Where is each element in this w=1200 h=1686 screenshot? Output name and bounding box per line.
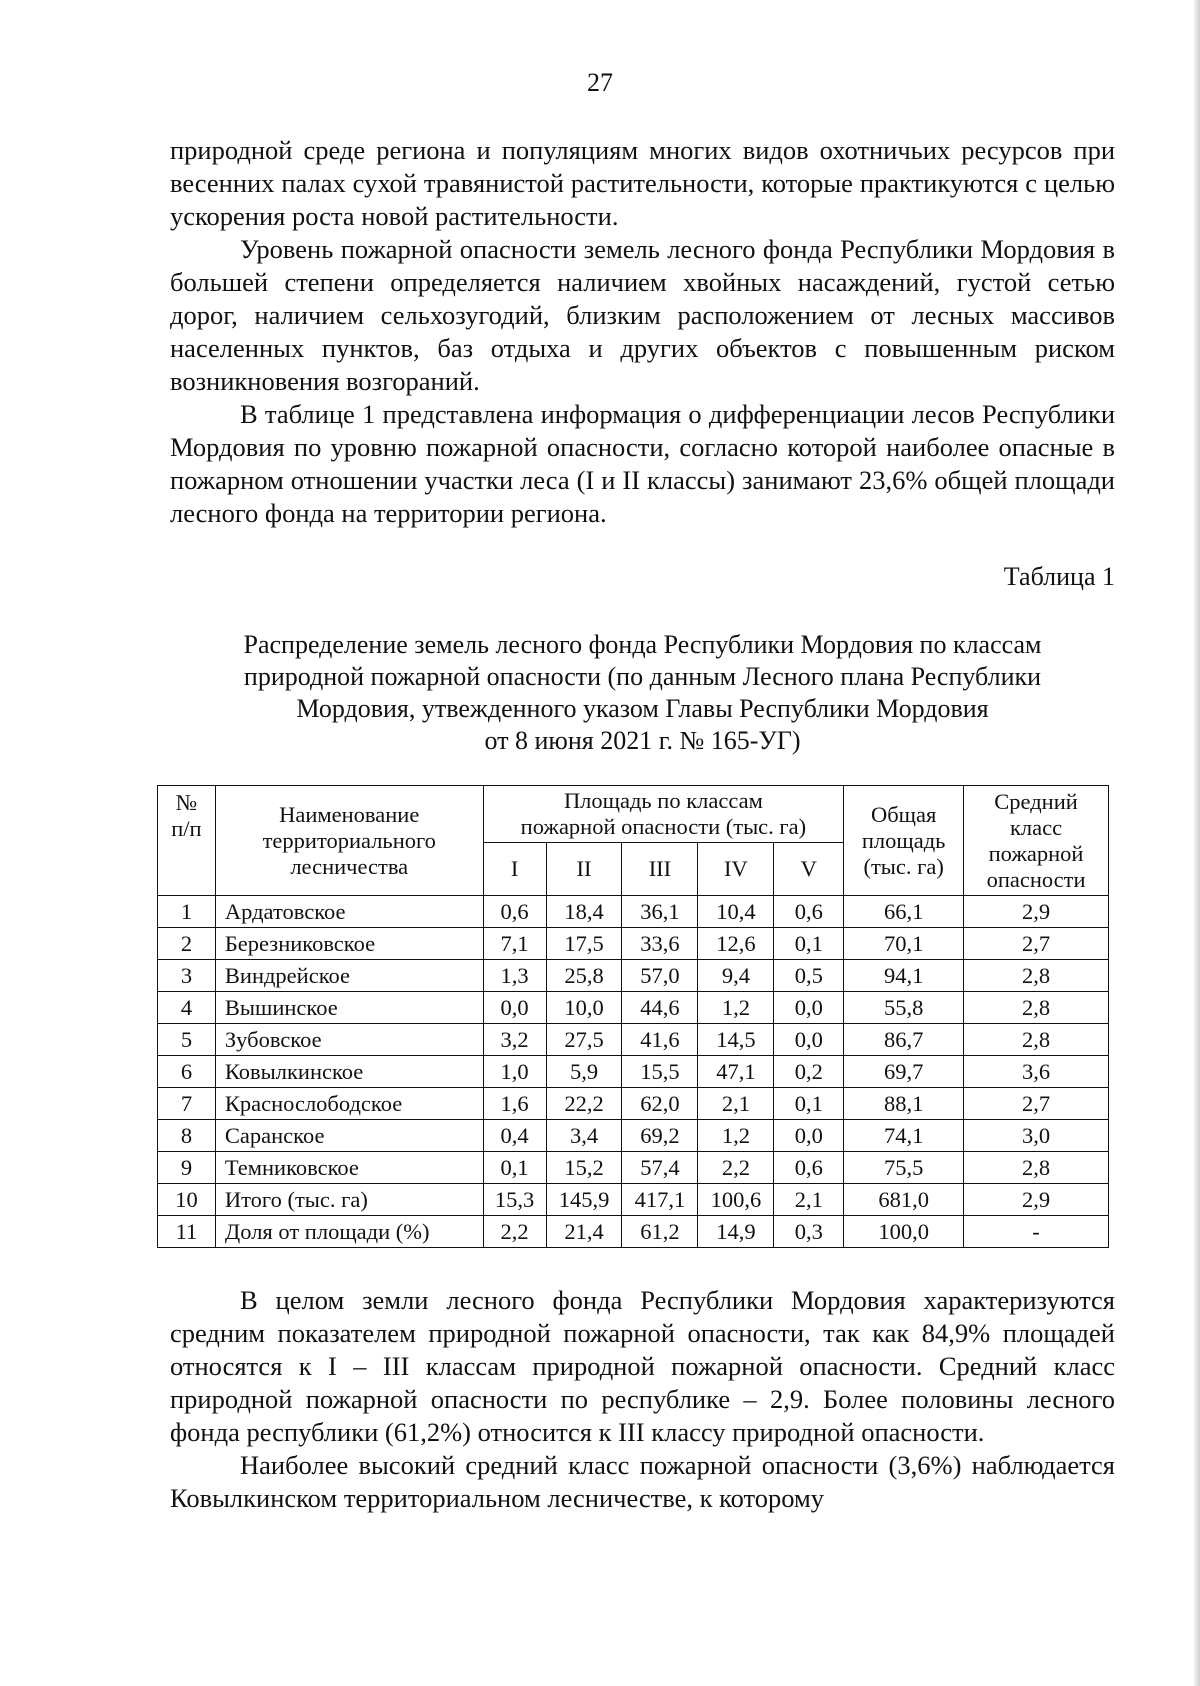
forestry-name-cell: Ардатовское bbox=[215, 896, 483, 928]
total-area-cell: 88,1 bbox=[844, 1088, 964, 1120]
header-total-area: Общая площадь (тыс. га) bbox=[844, 786, 964, 896]
class-2-area-cell: 10,0 bbox=[546, 992, 622, 1024]
class-1-area-cell: 7,1 bbox=[483, 928, 546, 960]
total-area-cell: 74,1 bbox=[844, 1120, 964, 1152]
table-row bbox=[158, 1088, 1109, 1120]
total-area-cell: 100,0 bbox=[844, 1216, 964, 1248]
class-1-area-cell: 0,6 bbox=[483, 896, 546, 928]
class-2-area-cell: 22,2 bbox=[546, 1088, 622, 1120]
class-2-area-cell: 17,5 bbox=[546, 928, 622, 960]
total-area-cell: 66,1 bbox=[844, 896, 964, 928]
table-row bbox=[158, 1216, 1109, 1248]
class-1-area-cell: 0,0 bbox=[483, 992, 546, 1024]
forestry-name-cell: Саранское bbox=[215, 1120, 483, 1152]
table-row bbox=[158, 1152, 1109, 1184]
total-area-cell: 94,1 bbox=[844, 960, 964, 992]
header-number: № п/п bbox=[158, 786, 216, 896]
intro-paragraph-1: природной среде региона и популяциям многих видов охотничьих ресурсов при весенних палах сухой травянистой растительности, которые практикуются с целью ускорения роста новой растительности. bbox=[170, 135, 1115, 231]
class-4-area-cell: 100,6 bbox=[698, 1184, 774, 1216]
forestry-name-cell: Ковылкинское bbox=[215, 1056, 483, 1088]
class-2-area-cell: 27,5 bbox=[546, 1024, 622, 1056]
page-number: 27 bbox=[587, 68, 613, 97]
class-5-area-cell: 0,3 bbox=[774, 1216, 844, 1248]
class-3-area-cell: 41,6 bbox=[622, 1024, 698, 1056]
forestry-name-cell: Виндрейское bbox=[215, 960, 483, 992]
total-area-cell: 70,1 bbox=[844, 928, 964, 960]
outro-paragraph-2: Наиболее высокий средний класс пожарной опасности (3,6%) наблюдается Ковылкинском территориальном лесничестве, к которому bbox=[170, 1450, 1115, 1513]
average-class-cell: 3,0 bbox=[964, 1120, 1109, 1152]
table-row bbox=[158, 960, 1109, 992]
table-row bbox=[158, 1184, 1109, 1216]
table-row bbox=[158, 896, 1109, 928]
class-5-area-cell: 0,6 bbox=[774, 896, 844, 928]
class-3-area-cell: 417,1 bbox=[622, 1184, 698, 1216]
class-2-area-cell: 5,9 bbox=[546, 1056, 622, 1088]
average-class-cell: 2,8 bbox=[964, 960, 1109, 992]
row-number-cell: 5 bbox=[158, 1024, 216, 1056]
average-class-cell: 2,8 bbox=[964, 1152, 1109, 1184]
class-1-area-cell: 2,2 bbox=[483, 1216, 546, 1248]
class-2-area-cell: 15,2 bbox=[546, 1152, 622, 1184]
forestry-name-cell: Доля от площади (%) bbox=[215, 1216, 483, 1248]
class-1-area-cell: 1,3 bbox=[483, 960, 546, 992]
average-class-cell: 2,8 bbox=[964, 1024, 1109, 1056]
class-4-area-cell: 1,2 bbox=[698, 1120, 774, 1152]
average-class-cell: 2,8 bbox=[964, 992, 1109, 1024]
row-number-cell: 8 bbox=[158, 1120, 216, 1152]
header-class-2: II bbox=[546, 843, 622, 896]
intro-paragraph-2: Уровень пожарной опасности земель лесного фонда Республики Мордовия в большей степени определяется наличием хвойных насаждений, густой сетью дорог, наличием сельхозугодий, близким расположением от лесных массивов населенных пунктов, баз отдыха и других объектов с повышенным риском возникновения возгораний. bbox=[170, 234, 1115, 396]
row-number-cell: 2 bbox=[158, 928, 216, 960]
class-2-area-cell: 3,4 bbox=[546, 1120, 622, 1152]
class-3-area-cell: 44,6 bbox=[622, 992, 698, 1024]
header-class-4: IV bbox=[698, 843, 774, 896]
class-2-area-cell: 21,4 bbox=[546, 1216, 622, 1248]
row-number-cell: 6 bbox=[158, 1056, 216, 1088]
forestry-name-cell: Темниковское bbox=[215, 1152, 483, 1184]
class-4-area-cell: 47,1 bbox=[698, 1056, 774, 1088]
total-area-cell: 75,5 bbox=[844, 1152, 964, 1184]
class-5-area-cell: 0,0 bbox=[774, 1120, 844, 1152]
class-4-area-cell: 14,5 bbox=[698, 1024, 774, 1056]
class-1-area-cell: 3,2 bbox=[483, 1024, 546, 1056]
class-5-area-cell: 0,1 bbox=[774, 928, 844, 960]
table-title-line: Мордовия, утвежденного указом Главы Республики Мордовия bbox=[296, 694, 989, 723]
forestry-name-cell: Березниковское bbox=[215, 928, 483, 960]
total-area-cell: 55,8 bbox=[844, 992, 964, 1024]
header-class-3: III bbox=[622, 843, 698, 896]
row-number-cell: 7 bbox=[158, 1088, 216, 1120]
page-body bbox=[170, 134, 1115, 1515]
header-forestry-name: Наименование территориального лесничества bbox=[215, 786, 483, 896]
table-title bbox=[200, 629, 1085, 757]
average-class-cell: 3,6 bbox=[964, 1056, 1109, 1088]
table-row bbox=[158, 1056, 1109, 1088]
table-row bbox=[158, 992, 1109, 1024]
table-title-line: от 8 июня 2021 г. № 165-УГ) bbox=[484, 726, 801, 755]
total-area-cell: 69,7 bbox=[844, 1056, 964, 1088]
class-4-area-cell: 9,4 bbox=[698, 960, 774, 992]
class-3-area-cell: 57,0 bbox=[622, 960, 698, 992]
average-class-cell: 2,9 bbox=[964, 896, 1109, 928]
outro-paragraph-1: В целом земли лесного фонда Республики Мордовия характеризуются средним показателем природной пожарной опасности, так как 84,9% площадей относятся к I – III классам природной пожарной опасности. Средний класс природной пожарной опасности по республике – 2,9. Более половины лесного фонда республики (61,2%) относится к III классу природной опасности. bbox=[170, 1285, 1115, 1447]
class-5-area-cell: 0,6 bbox=[774, 1152, 844, 1184]
table-title-line: Распределение земель лесного фонда Республики Мордовия по классам bbox=[243, 630, 1042, 659]
class-3-area-cell: 62,0 bbox=[622, 1088, 698, 1120]
class-3-area-cell: 36,1 bbox=[622, 896, 698, 928]
class-3-area-cell: 15,5 bbox=[622, 1056, 698, 1088]
average-class-cell: 2,7 bbox=[964, 1088, 1109, 1120]
class-5-area-cell: 0,2 bbox=[774, 1056, 844, 1088]
forestry-name-cell: Зубовское bbox=[215, 1024, 483, 1056]
class-5-area-cell: 0,1 bbox=[774, 1088, 844, 1120]
class-4-area-cell: 2,1 bbox=[698, 1088, 774, 1120]
forest-fire-class-table bbox=[157, 785, 1109, 1248]
class-4-area-cell: 14,9 bbox=[698, 1216, 774, 1248]
class-2-area-cell: 25,8 bbox=[546, 960, 622, 992]
average-class-cell: 2,9 bbox=[964, 1184, 1109, 1216]
table-body bbox=[158, 896, 1109, 1248]
class-4-area-cell: 12,6 bbox=[698, 928, 774, 960]
class-5-area-cell: 2,1 bbox=[774, 1184, 844, 1216]
class-1-area-cell: 1,6 bbox=[483, 1088, 546, 1120]
total-area-cell: 681,0 bbox=[844, 1184, 964, 1216]
class-1-area-cell: 15,3 bbox=[483, 1184, 546, 1216]
table-row bbox=[158, 1024, 1109, 1056]
table-label: Таблица 1 bbox=[1003, 562, 1115, 591]
table-row bbox=[158, 1120, 1109, 1152]
row-number-cell: 3 bbox=[158, 960, 216, 992]
class-1-area-cell: 0,1 bbox=[483, 1152, 546, 1184]
average-class-cell: 2,7 bbox=[964, 928, 1109, 960]
class-3-area-cell: 33,6 bbox=[622, 928, 698, 960]
forestry-name-cell: Краснослободское bbox=[215, 1088, 483, 1120]
class-5-area-cell: 0,5 bbox=[774, 960, 844, 992]
class-2-area-cell: 18,4 bbox=[546, 896, 622, 928]
class-5-area-cell: 0,0 bbox=[774, 992, 844, 1024]
forestry-name-cell: Вышинское bbox=[215, 992, 483, 1024]
page-edge-shadow bbox=[1194, 0, 1200, 1686]
class-4-area-cell: 10,4 bbox=[698, 896, 774, 928]
table-row bbox=[158, 928, 1109, 960]
forestry-name-cell: Итого (тыс. га) bbox=[215, 1184, 483, 1216]
class-2-area-cell: 145,9 bbox=[546, 1184, 622, 1216]
intro-paragraph-3: В таблице 1 представлена информация о дифференциации лесов Республики Мордовия по уровню пожарной опасности, согласно которой наиболее опасные в пожарном отношении участки леса (I и II классы) занимают 23,6% общей площади лесного фонда на территории региона. bbox=[170, 399, 1115, 528]
class-5-area-cell: 0,0 bbox=[774, 1024, 844, 1056]
row-number-cell: 9 bbox=[158, 1152, 216, 1184]
class-3-area-cell: 61,2 bbox=[622, 1216, 698, 1248]
header-area-by-class: Площадь по классам пожарной опасности (тыс. га) bbox=[483, 786, 844, 843]
row-number-cell: 1 bbox=[158, 896, 216, 928]
class-1-area-cell: 0,4 bbox=[483, 1120, 546, 1152]
header-class-5: V bbox=[774, 843, 844, 896]
table-title-line: природной пожарной опасности (по данным Лесного плана Республики bbox=[243, 662, 1042, 691]
header-average-class: Средний класс пожарной опасности bbox=[964, 786, 1109, 896]
class-1-area-cell: 1,0 bbox=[483, 1056, 546, 1088]
total-area-cell: 86,7 bbox=[844, 1024, 964, 1056]
header-class-1: I bbox=[483, 843, 546, 896]
row-number-cell: 10 bbox=[158, 1184, 216, 1216]
row-number-cell: 4 bbox=[158, 992, 216, 1024]
class-3-area-cell: 69,2 bbox=[622, 1120, 698, 1152]
class-4-area-cell: 2,2 bbox=[698, 1152, 774, 1184]
row-number-cell: 11 bbox=[158, 1216, 216, 1248]
class-4-area-cell: 1,2 bbox=[698, 992, 774, 1024]
average-class-cell: - bbox=[964, 1216, 1109, 1248]
class-3-area-cell: 57,4 bbox=[622, 1152, 698, 1184]
